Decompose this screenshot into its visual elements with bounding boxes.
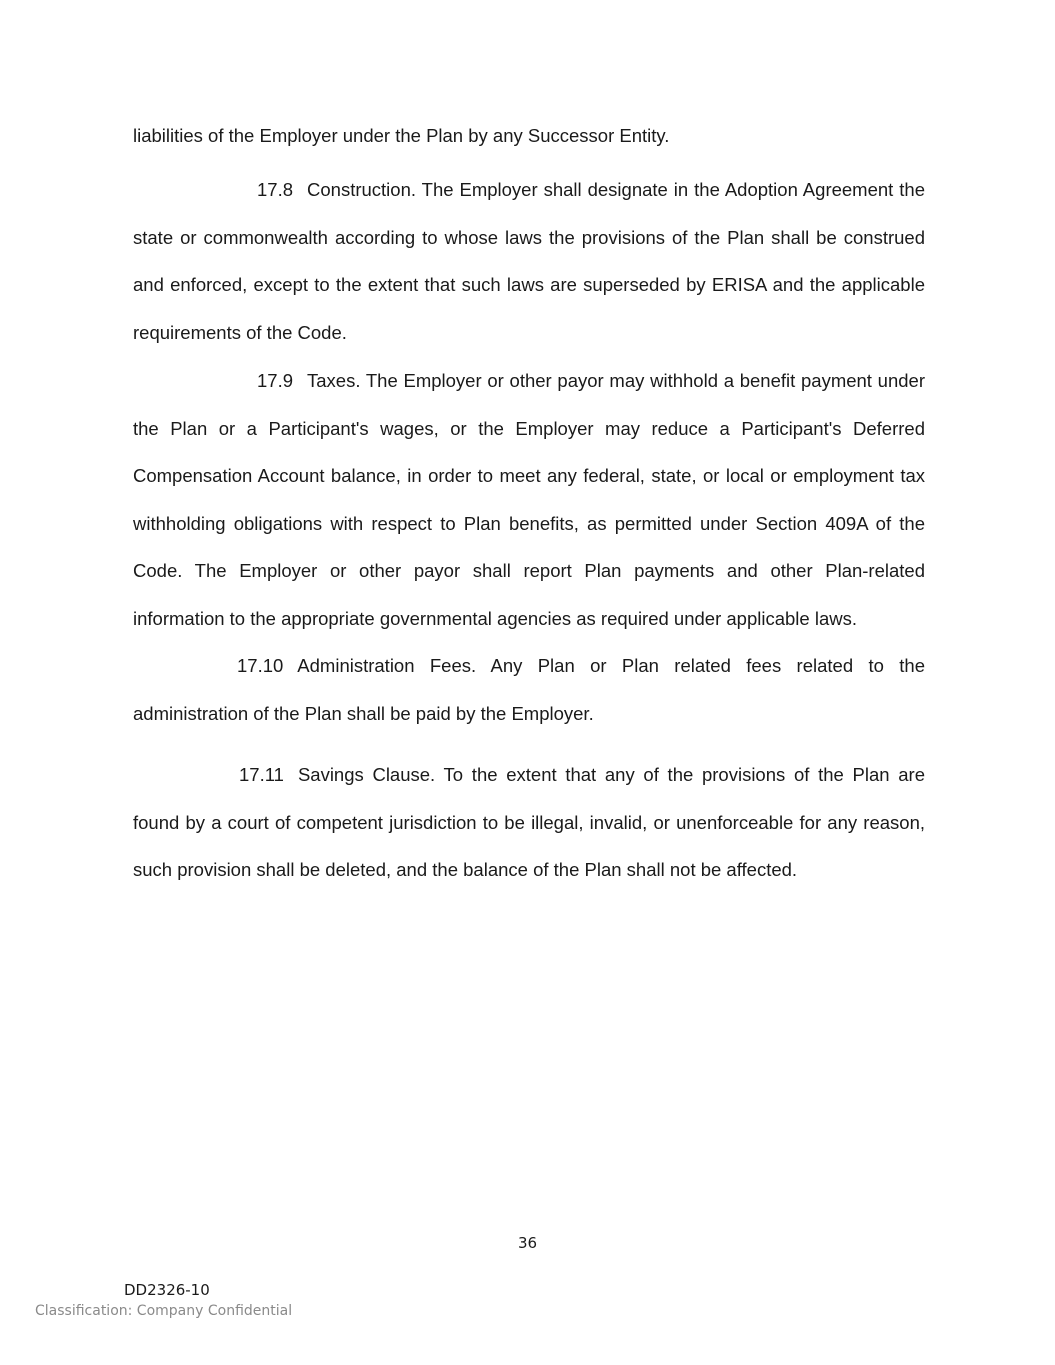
section-number: 17.11	[239, 764, 284, 785]
document-id: DD2326-10	[124, 1281, 210, 1299]
section-17-10	[133, 642, 925, 737]
page-number: 36	[517, 1234, 538, 1252]
continuation-paragraph: liabilities of the Employer under the Plan by any Successor Entity.	[133, 125, 670, 146]
section-17-11	[133, 751, 925, 894]
classification-label: Classification: Company Confidential	[35, 1303, 293, 1319]
section-number: 17.10	[237, 655, 284, 676]
section-number: 17.8	[257, 179, 294, 200]
section-17-8	[133, 166, 925, 356]
section-number: 17.9	[257, 370, 294, 391]
section-text: Taxes. The Employer or other payor may withhold a benefit payment under the Plan or a Participant's wages, or the Employer may reduce a Participant's Deferred Compensation Account balance, in order to meet any federal, state, or local or employment tax withholding obligations with respect to Plan benefits, as permitted under Section 409A of the Code. The Employer or other payor shall report Plan payments and other Plan-related information to the appropriate governmental agencies as required under applicable laws.	[133, 370, 925, 629]
section-text: Savings Clause. To the extent that any of the provisions of the Plan are found by a court of competent jurisdiction to be illegal, invalid, or unenforceable for any reason, such provision shall be deleted, and the balance of the Plan shall not be affected.	[133, 764, 925, 880]
section-17-9	[133, 357, 925, 642]
section-text: Administration Fees. Any Plan or Plan related fees related to the administration of the Plan shall be paid by the Employer.	[133, 655, 925, 724]
section-text: Construction. The Employer shall designate in the Adoption Agreement the state or commonwealth according to whose laws the provisions of the Plan shall be construed and enforced, except to the extent that such laws are superseded by ERISA and the applicable requirements of the Code.	[133, 179, 925, 343]
